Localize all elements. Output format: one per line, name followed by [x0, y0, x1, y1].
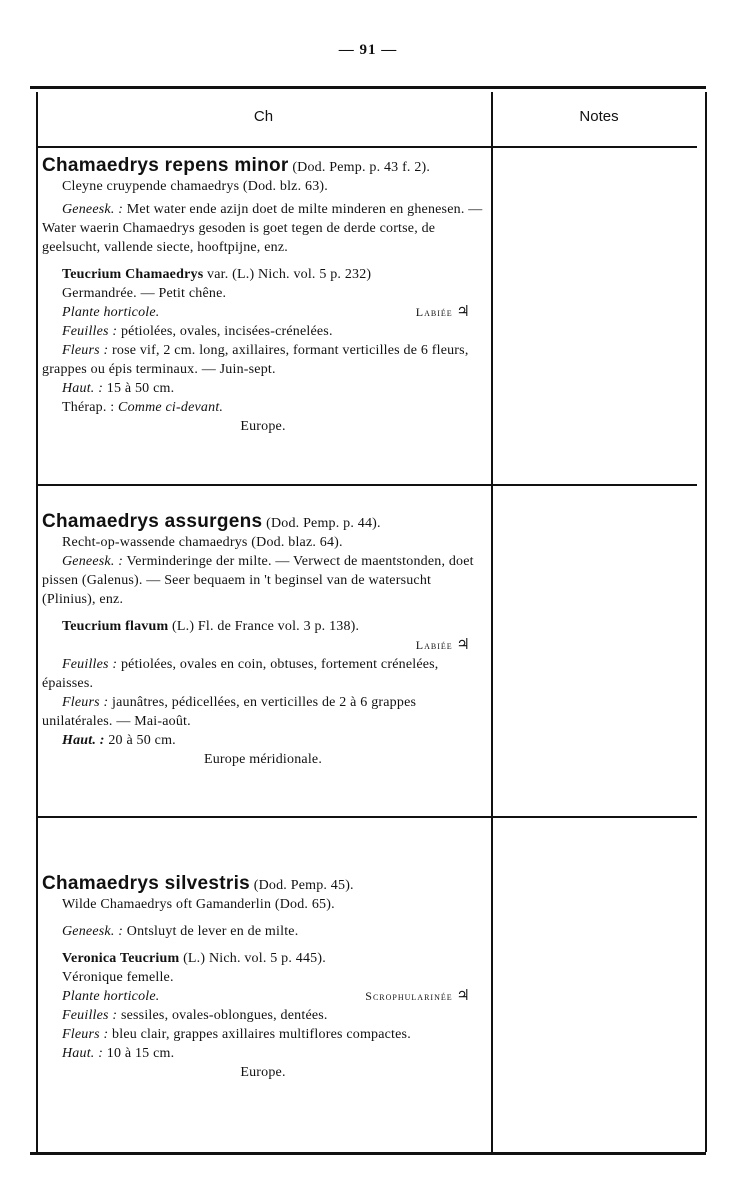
- geneesk-text: Verminderinge der milte. — Verwect de maentstonden, doet pissen (Galenus). — Seer bequaem in 't beginsel van de watersucht (Plinius), enz.: [42, 554, 474, 607]
- entry-chamaedrys-assurgens: [42, 512, 484, 769]
- modern-reference: (L.) Fl. de France vol. 3 p. 138).: [172, 619, 360, 634]
- column-header-notes: Notes: [579, 108, 619, 125]
- entry-feuilles: [42, 1006, 484, 1025]
- entry-geneesk: [42, 552, 484, 609]
- entry-feuilles: [42, 655, 484, 693]
- entry-fleurs: [42, 341, 484, 379]
- plant-family: Labiée: [415, 638, 453, 652]
- feuilles-text: pétiolées, ovales en coin, obtuses, fortement crénelées, épaisses.: [42, 657, 439, 691]
- plant-family: Labiée: [415, 305, 453, 319]
- entry-chamaedrys-repens-minor: [42, 156, 484, 436]
- modern-reference: var. (L.) Nich. vol. 5 p. 232): [207, 267, 372, 282]
- entry-modern-name: [42, 265, 484, 284]
- page-number: — 91 —: [338, 42, 398, 58]
- table-right-border: [705, 92, 707, 1152]
- therap-label: Thérap. :: [62, 400, 115, 415]
- entry-reference: (Dod. Pemp. 45).: [253, 878, 354, 893]
- entry-family-line: [42, 636, 484, 655]
- feuilles-label: Feuilles :: [62, 324, 118, 339]
- feuilles-label: Feuilles :: [62, 657, 118, 672]
- haut-label: Haut. :: [62, 1046, 104, 1061]
- row-separator-1: [37, 484, 697, 486]
- perennial-symbol: ♃: [456, 988, 470, 1004]
- entry-title: Chamaedrys silvestris: [42, 873, 251, 894]
- modern-name: Teucrium flavum: [62, 619, 169, 634]
- entry-synonym: Cleyne cruypende chamaedrys (Dod. blz. 63).: [62, 179, 328, 194]
- fleurs-text: jaunâtres, pédicellées, en verticilles de 2 à 6 grappes unilatérales. — Mai-août.: [42, 695, 417, 729]
- entry-modern-name: [42, 949, 484, 968]
- column-divider: [491, 92, 493, 1152]
- entry-habitat-line: [42, 303, 484, 322]
- entry-haut: [42, 1044, 484, 1063]
- geneesk-label: Geneesk. :: [62, 554, 124, 569]
- entry-reference: (Dod. Pemp. p. 43 f. 2).: [292, 160, 431, 175]
- haut-text: 15 à 50 cm.: [106, 381, 175, 396]
- habitat: Plante horticole.: [62, 989, 160, 1004]
- geneesk-label: Geneesk. :: [62, 924, 124, 939]
- entry-feuilles: [42, 322, 484, 341]
- entry-therap: [42, 398, 484, 417]
- haut-label: Haut. :: [62, 733, 105, 748]
- entry-synonym: Recht-op-wassende chamaedrys (Dod. blaz. 64).: [62, 535, 343, 550]
- column-header-main: Ch: [253, 108, 274, 125]
- feuilles-text: pétiolées, ovales, incisées-crénelées.: [120, 324, 333, 339]
- plant-family: Scrophularinée: [365, 989, 453, 1003]
- modern-name: Veronica Teucrium: [62, 951, 180, 966]
- entry-fleurs: [42, 1025, 484, 1044]
- perennial-symbol: ♃: [456, 637, 470, 653]
- modern-reference: (L.) Nich. vol. 5 p. 445).: [183, 951, 326, 966]
- fleurs-label: Fleurs :: [62, 343, 109, 358]
- entry-common-name: Germandrée. — Petit chêne.: [62, 286, 227, 301]
- modern-name: Teucrium Chamaedrys: [62, 267, 204, 282]
- geneesk-text: Ontsluyt de lever en de milte.: [126, 924, 299, 939]
- top-rule: [30, 86, 706, 89]
- entry-fleurs: [42, 693, 484, 731]
- perennial-symbol: ♃: [456, 304, 470, 320]
- entry-region: Europe.: [240, 419, 286, 434]
- header-separator: [37, 146, 697, 148]
- entry-haut: [42, 731, 484, 750]
- entry-geneesk: [42, 200, 484, 257]
- entry-haut: [42, 379, 484, 398]
- entry-region: Europe méridionale.: [203, 752, 323, 767]
- entry-common-name: Véronique femelle.: [62, 970, 174, 985]
- fleurs-text: bleu clair, grappes axillaires multiflores compactes.: [112, 1027, 411, 1042]
- row-separator-2: [37, 816, 697, 818]
- haut-text: 20 à 50 cm.: [108, 733, 176, 748]
- entry-synonym: Wilde Chamaedrys oft Gamanderlin (Dod. 65).: [62, 897, 335, 912]
- habitat: Plante horticole.: [62, 305, 160, 320]
- geneesk-label: Geneesk. :: [62, 202, 124, 217]
- entry-modern-name: [42, 617, 484, 636]
- entry-region: Europe.: [240, 1065, 286, 1080]
- entry-geneesk: [42, 922, 484, 941]
- bottom-rule: [30, 1152, 706, 1155]
- table-left-border: [36, 92, 38, 1152]
- haut-text: 10 à 15 cm.: [106, 1046, 175, 1061]
- fleurs-text: rose vif, 2 cm. long, axillaires, formant verticilles de 6 fleurs, grappes ou épis terminaux. — Juin-sept.: [42, 343, 469, 377]
- entry-title: Chamaedrys assurgens: [42, 511, 263, 532]
- haut-label: Haut. :: [62, 381, 104, 396]
- geneesk-text: Met water ende azijn doet de milte minderen en ghenesen. — Water waerin Chamaedrys gesoden is goet tegen de derde cortse, de geelsucht, vallende siecte, hooftpijne, enz.: [42, 202, 483, 255]
- entry-reference: (Dod. Pemp. p. 44).: [266, 516, 381, 531]
- entry-habitat-line: [42, 987, 484, 1006]
- entry-chamaedrys-silvestris: [42, 874, 484, 1082]
- fleurs-label: Fleurs :: [62, 695, 109, 710]
- therap-text: Comme ci-devant.: [118, 400, 224, 415]
- fleurs-label: Fleurs :: [62, 1027, 109, 1042]
- feuilles-text: sessiles, ovales-oblongues, dentées.: [120, 1008, 328, 1023]
- entry-title: Chamaedrys repens minor: [42, 155, 289, 176]
- feuilles-label: Feuilles :: [62, 1008, 118, 1023]
